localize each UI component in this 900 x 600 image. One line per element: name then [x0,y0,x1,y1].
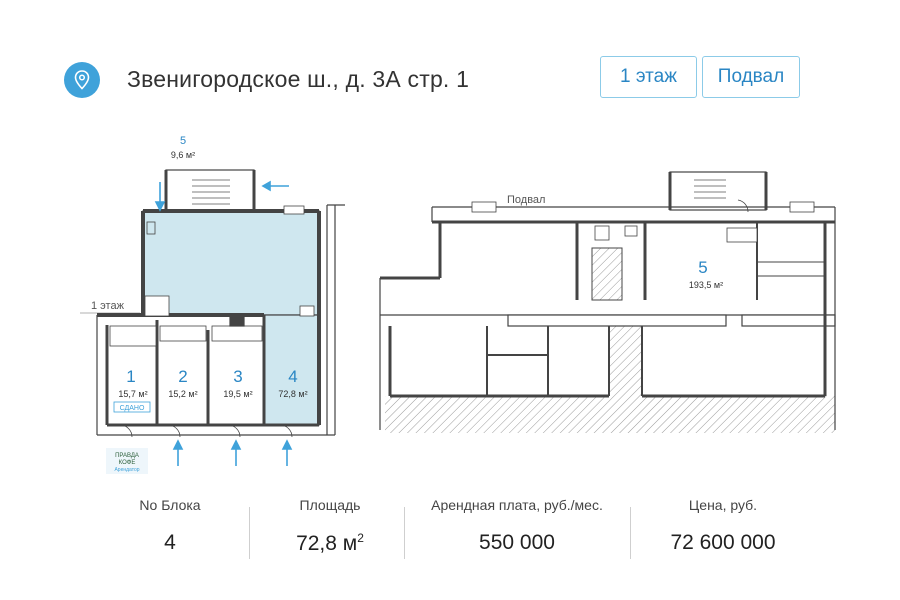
stat-price-value: 72 600 000 [670,531,776,554]
plan-basement [380,172,835,433]
stat-rent-value: 550 000 [479,531,555,554]
stat-area-value-wrap [265,531,395,556]
unit-3-area: 19,5 м² [223,389,253,399]
divider [404,507,405,559]
basement-label: Подвал [507,194,546,206]
floor-1-label: 1 этаж [91,300,124,312]
stat-area-unit: 2 [357,531,364,545]
status-badge: СДАНО [119,405,145,412]
unit-4-number[interactable]: 4 [288,367,298,386]
unit-4-area: 72,8 м² [278,389,308,399]
tab-floor-1[interactable]: 1 этаж [600,56,697,98]
divider [630,507,631,559]
unit-3-number[interactable]: 3 [233,367,243,386]
stat-area [265,495,395,556]
basement-unit-5-area: 193,5 м² [688,280,724,290]
unit-2-area: 15,2 м² [168,389,198,399]
stat-rent-label: Арендная плата, руб./мес. [431,497,603,513]
stat-block [110,495,230,555]
stat-area-label: Площадь [299,497,361,513]
unit-2-number[interactable]: 2 [178,367,188,386]
stat-area-value: 72,8 м [296,532,358,555]
tab-basement[interactable]: Подвал [702,56,800,98]
tenant-logo-caption: Арендатор [114,467,140,473]
unit-5-top-area: 9,6 м² [170,150,196,160]
unit-1-number[interactable]: 1 [126,367,136,386]
page-title: Звенигородское ш., д. 3А стр. 1 [127,66,470,92]
unit-5-top-number[interactable]: 5 [179,135,187,147]
stat-price-label: Цена, руб. [688,497,758,513]
basement-unit-5-number[interactable]: 5 [698,258,708,277]
unit-1-area: 15,7 м² [118,389,148,399]
stat-block-value: 4 [164,531,176,554]
divider [249,507,250,559]
stat-price [642,495,804,555]
tenant-logo-line2: КОФЕ [118,460,136,466]
stat-block-label: No Блока [139,497,201,513]
stat-rent [412,495,622,555]
tenant-logo-line1: ПРАВДА [115,453,139,459]
unit-stats [0,495,900,575]
